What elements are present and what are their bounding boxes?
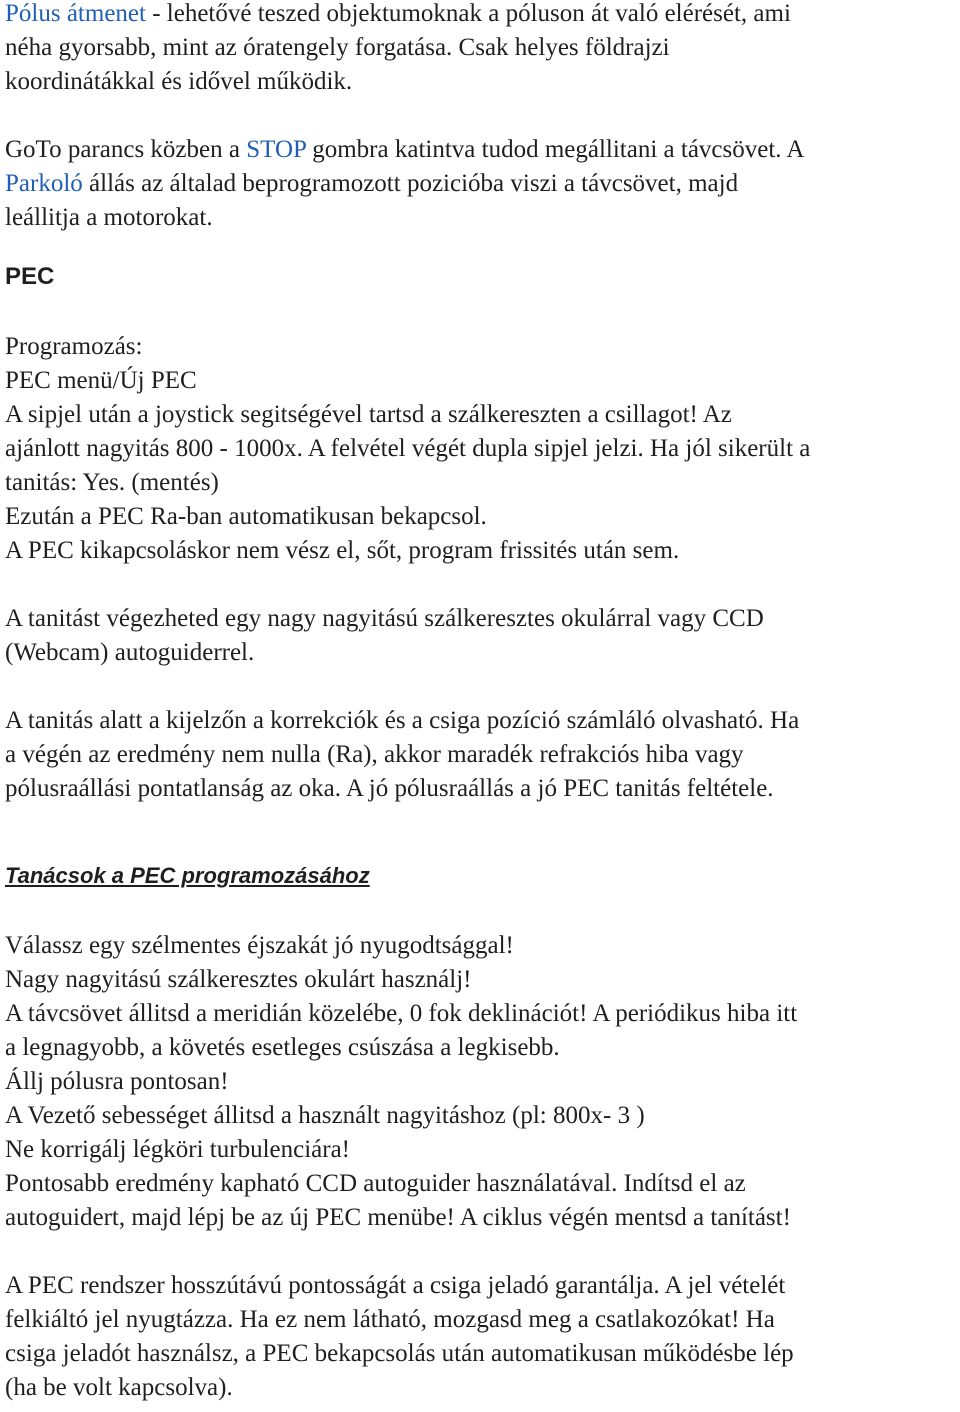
tips-list — [5, 929, 953, 1235]
programming-paragraph — [5, 330, 953, 568]
paragraph-line: (Webcam) autoguiderrel. — [5, 639, 255, 666]
tip-line: A távcsövet állitsd a meridián közelébe, 0 fok deklinációt! A periódikus hiba itt — [5, 1000, 798, 1027]
paragraph-line — [5, 133, 953, 167]
pole-crossing-paragraph — [5, 0, 953, 99]
spacer — [5, 806, 953, 859]
paragraph-line: leállitja a motorokat. — [5, 204, 213, 231]
paragraph-line: A tanitást végezheted egy nagy nagyitású szálkeresztes okulárral vagy CCD — [5, 605, 764, 632]
tip-line: A Vezető sebességet állitsd a használt nagyitáshoz (pl: 800x- 3 ) — [5, 1102, 645, 1129]
paragraph-line: A sipjel után a joystick segitségével tartsd a szálkereszten a csillagot! Az — [5, 401, 732, 428]
paragraph-line: A PEC rendszer hosszútávú pontosságát a csiga jeladó garantálja. A jel vételét — [5, 1272, 786, 1299]
paragraph-line: PEC menü/Új PEC — [5, 367, 197, 394]
paragraph-text: gombra katintva tudod megállitani a távcsövet. A — [305, 136, 805, 163]
tip-line: a legnagyobb, a követés esetleges csúszása a legkisebb. — [5, 1034, 560, 1061]
paragraph-line: Ezután a PEC Ra-ban automatikusan bekapcsol. — [5, 503, 487, 530]
paragraph-line — [5, 167, 953, 201]
tips-heading: Tanácsok a PEC programozásához — [5, 863, 370, 888]
stop-link[interactable]: STOP — [246, 136, 306, 163]
paragraph-line: felkiáltó jel nyugtázza. Ha ez nem látható, mozgasd meg a csatlakozókat! Ha — [5, 1306, 775, 1333]
paragraph-line: csiga jeladót használsz, a PEC bekapcsolás után automatikusan működésbe lép — [5, 1340, 794, 1367]
during-teaching-paragraph — [5, 704, 953, 806]
paragraph-line: a végén az eredmény nem nulla (Ra), akkor maradék refrakciós hiba vagy — [5, 741, 744, 768]
paragraph-line: A tanitás alatt a kijelzőn a korrekciók és a csiga pozíció számláló olvasható. Ha — [5, 707, 800, 734]
tip-line: Pontosabb eredmény kapható CCD autoguider használatával. Indítsd el az — [5, 1170, 746, 1197]
spacer — [5, 893, 953, 929]
tip-line: Ne korrigálj légköri turbulenciára! — [5, 1136, 350, 1163]
paragraph-line: Programozás: — [5, 333, 143, 360]
pec-heading: PEC — [5, 263, 55, 290]
pec-system-paragraph — [5, 1269, 953, 1405]
paragraph-line — [5, 0, 953, 31]
spacer — [5, 235, 953, 260]
paragraph-line: pólusraállási pontatlanság az oka. A jó pólusraállás a jó PEC tanitás feltétele. — [5, 775, 774, 802]
goto-paragraph — [5, 133, 953, 235]
paragraph-text: GoTo parancs közben a — [5, 136, 247, 163]
paragraph-text: - lehetővé teszed objektumoknak a póluson át való elérését, ami — [145, 0, 791, 27]
paragraph-text: állás az általad beprogramozott pozicióba viszi a távcsövet, majd — [82, 170, 739, 197]
paragraph-line: koordinátákkal és idővel működik. — [5, 68, 353, 95]
teaching-paragraph — [5, 602, 953, 670]
document-page — [5, 0, 953, 1405]
paragraph-line: (ha be volt kapcsolva). — [5, 1374, 233, 1401]
spacer — [5, 99, 953, 133]
paragraph-line: néha gyorsabb, mint az óratengely forgatása. Csak helyes földrajzi — [5, 34, 670, 61]
tip-line: Állj pólusra pontosan! — [5, 1068, 229, 1095]
tip-line: Válassz egy szélmentes éjszakát jó nyugodtsággal! — [5, 932, 514, 959]
park-link[interactable]: Parkoló — [5, 170, 83, 197]
paragraph-line: ajánlott nagyitás 800 - 1000x. A felvétel végét dupla sipjel jelzi. Ha jól sikerült a — [5, 435, 811, 462]
tip-line: Nagy nagyitású szálkeresztes okulárt használj! — [5, 966, 472, 993]
spacer — [5, 294, 953, 330]
paragraph-line: A PEC kikapcsoláskor nem vész el, sőt, program frissités után sem. — [5, 537, 680, 564]
pole-crossing-link[interactable]: Pólus átmenet — [5, 0, 146, 27]
spacer — [5, 568, 953, 602]
tip-line: autoguidert, majd lépj be az új PEC menübe! A ciklus végén mentsd a tanítást! — [5, 1204, 791, 1231]
paragraph-line: tanitás: Yes. (mentés) — [5, 469, 219, 496]
spacer — [5, 670, 953, 704]
spacer — [5, 1235, 953, 1269]
